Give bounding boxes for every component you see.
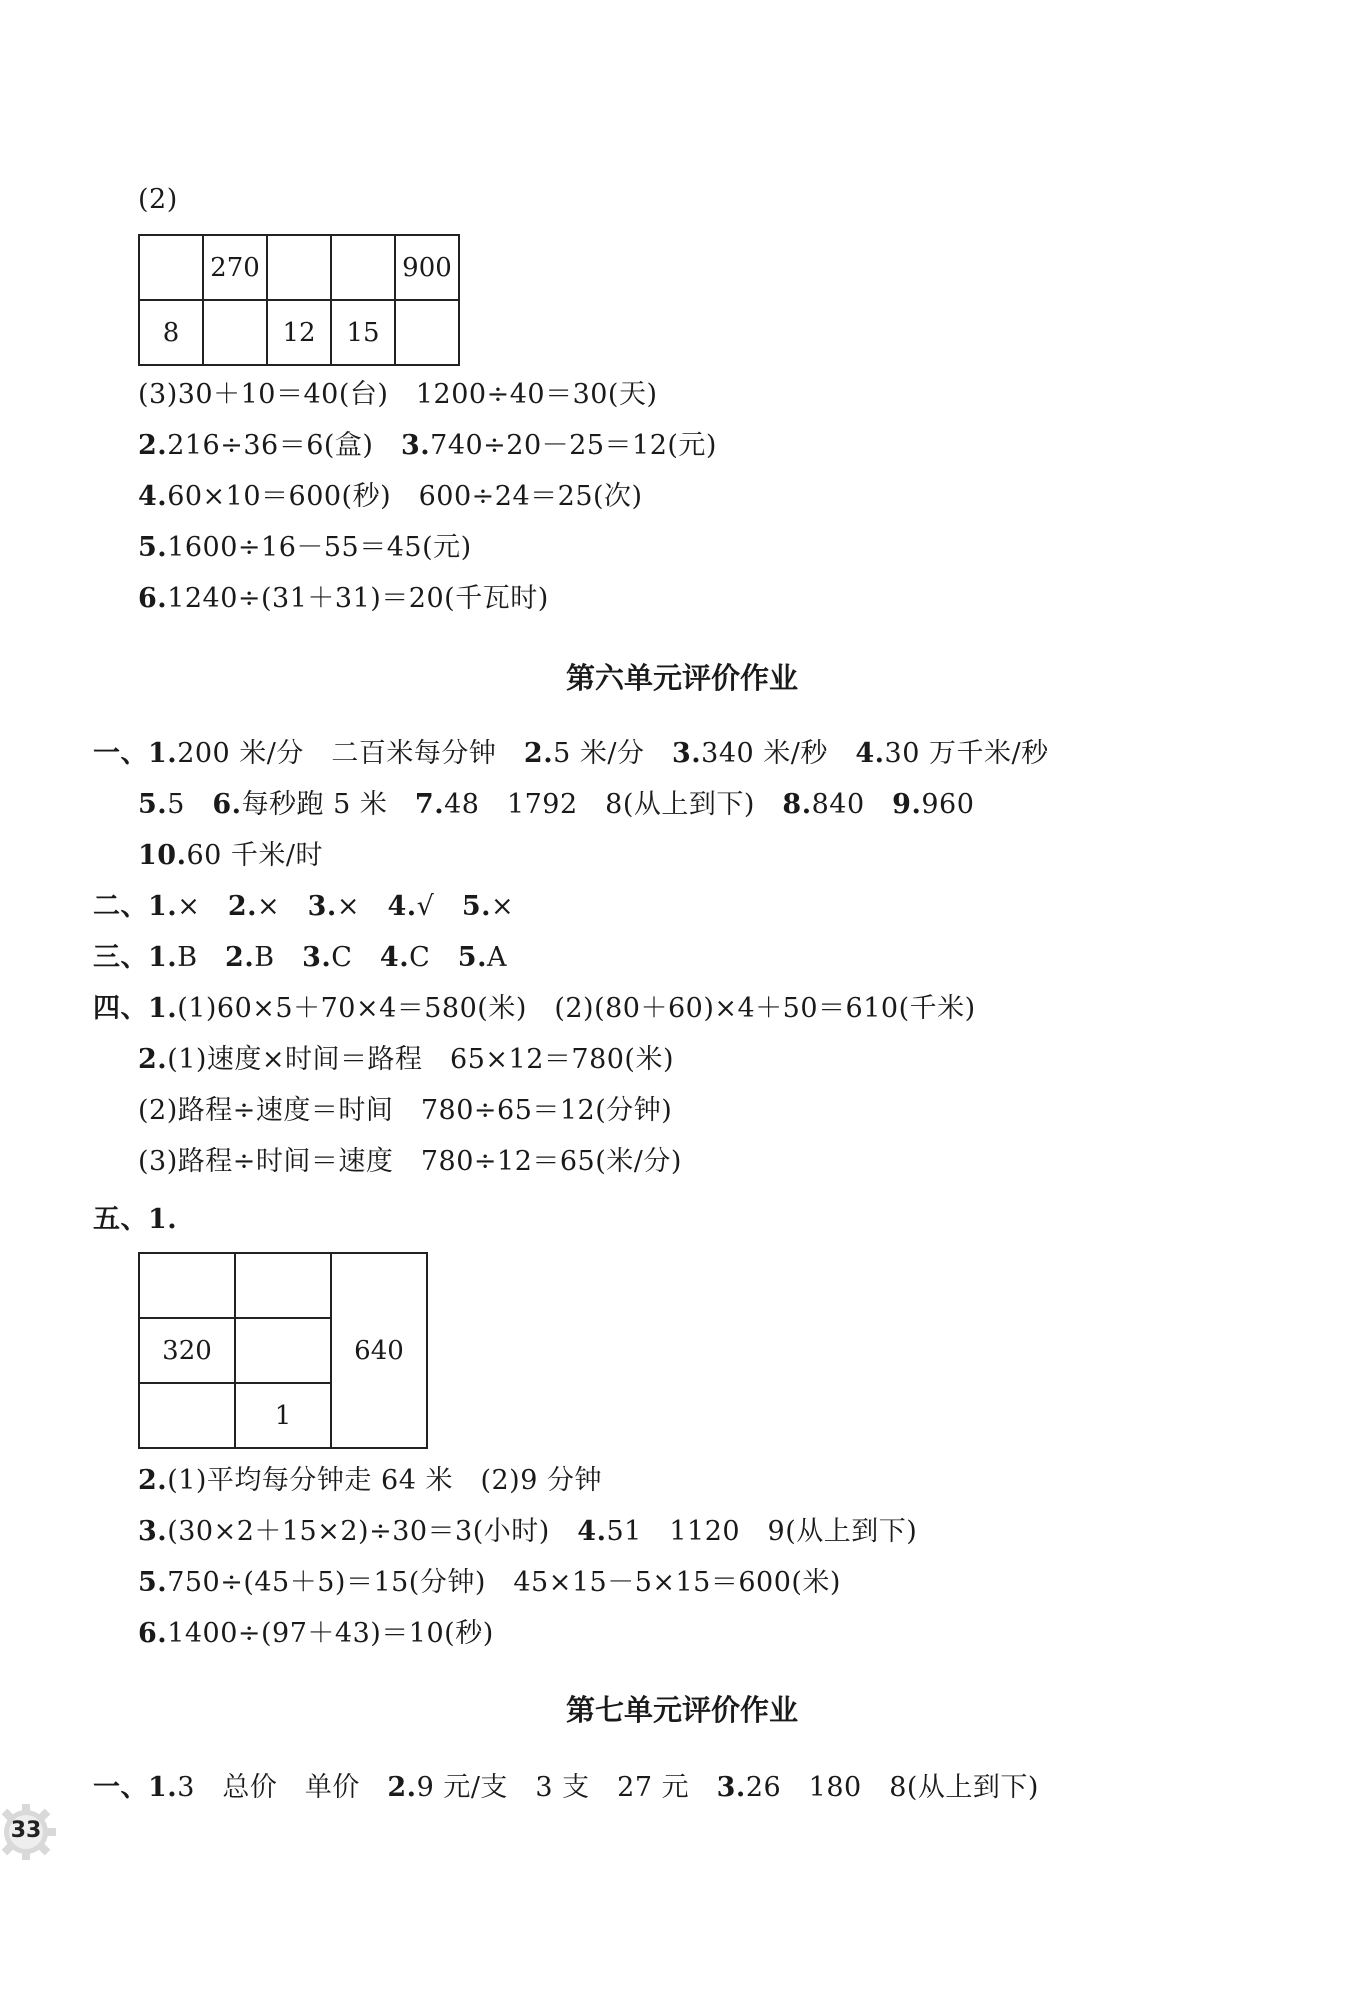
answer-line [138,1094,672,1128]
answer-text: C [409,942,458,973]
question-number: 一、1. [93,738,178,769]
question-number: 3. [400,430,431,461]
answer-text: 1600÷16－55＝45(元) [167,532,472,563]
answer-text: (1)平均每分钟走 64 米 (2)9 分钟 [167,1465,602,1496]
table-cell [235,1253,331,1318]
answer-table-1 [138,234,460,366]
question-number: 2. [227,891,257,922]
question-number: 四、1. [93,993,178,1024]
table-cell [139,1383,235,1448]
answer-line [93,1771,1039,1805]
answer-text: 216÷36＝6(盒) [167,430,401,461]
subquestion-label: (2) [138,184,178,215]
answer-text: 840 [811,789,893,820]
answer-text: × [177,891,228,922]
answer-text: √ [416,891,462,922]
answer-line [138,480,643,514]
question-number: 10. [138,840,187,871]
answer-line [138,1515,917,1549]
answer-text: (3)30＋10＝40(台) 1200÷40＝30(天) [138,379,658,410]
answer-line [138,1566,841,1600]
table-cell [139,235,203,300]
answer-line [138,1617,494,1651]
question-number: 3. [138,1516,168,1547]
table-cell: 320 [139,1318,235,1383]
question-number: 5. [457,942,487,973]
question-number: 一、1. [93,1772,178,1803]
table-cell [203,300,267,365]
table-cell: 15 [331,300,395,365]
answer-line [93,890,514,924]
question-number: 三、1. [93,942,178,973]
answer-text: 960 [921,789,975,820]
answer-line [138,378,658,412]
answer-text: 30 万千米/秒 [884,738,1049,769]
answer-text: B [177,942,226,973]
answer-text: 1240÷(31＋31)＝20(千瓦时) [167,583,549,614]
answer-text: 1400÷(97＋43)＝10(秒) [167,1618,494,1649]
answer-line [138,582,549,616]
question-number: 7. [414,789,445,820]
question-number: 4. [379,942,410,973]
question-number: 4. [138,481,168,512]
question-number: 4. [577,1516,607,1547]
answer-line [138,1145,682,1179]
answer-text: (1)60×5＋70×4＝580(米) (2)(80＋60)×4＋50＝610(千米) [177,993,976,1024]
question-number: 5. [461,891,492,922]
answer-text: (2)路程÷速度＝时间 780÷65＝12(分钟) [138,1095,673,1126]
question-number: 8. [782,789,812,820]
table-cell: 640 [331,1253,427,1448]
question-number: 6. [138,583,168,614]
question-number: 五、1. [93,1204,178,1235]
answer-text: 60×10＝600(秒) 600÷24＝25(次) [167,481,643,512]
answer-text: 5 [167,789,213,820]
question-number: 5. [138,532,168,563]
section-title-unit-7: 第七单元评价作业 [565,1693,798,1727]
answer-text: 60 千米/时 [186,840,324,871]
answer-text: C [331,942,380,973]
table-cell [395,300,459,365]
answer-text: (1)速度×时间＝路程 65×12＝780(米) [167,1044,674,1075]
answer-line [138,839,323,873]
question-number: 9. [892,789,922,820]
table-row [139,235,459,300]
answer-line [138,531,472,565]
answer-line [138,429,717,463]
answer-line [93,941,507,975]
table-cell: 270 [203,235,267,300]
page-number: 33 [10,1818,42,1843]
answer-text: × [257,891,308,922]
answer-text: B [254,942,303,973]
question-number: 4. [855,738,885,769]
answer-text: 5 米/分 [553,738,672,769]
table-cell: 1 [235,1383,331,1448]
answer-text: 26 180 8(从上到下) [745,1772,1039,1803]
answer-line [93,1203,177,1237]
question-number: 4. [387,891,417,922]
table-cell [235,1318,331,1383]
answer-line [93,737,1049,771]
answer-table-2 [138,1252,428,1449]
question-number: 3. [302,942,332,973]
table-cell: 900 [395,235,459,300]
answer-text: 9 元/支 3 支 27 元 [416,1772,717,1803]
answer-line [93,992,976,1026]
question-number: 6. [212,789,242,820]
question-number: 2. [523,738,554,769]
answer-text: × [336,891,388,922]
answer-text: 48 1792 8(从上到下) [444,789,783,820]
table-cell: 12 [267,300,331,365]
question-number: 5. [138,789,168,820]
question-number: 3. [671,738,702,769]
table-cell: 8 [139,300,203,365]
answer-text: (3)路程÷时间＝速度 780÷12＝65(米/分) [138,1146,682,1177]
answer-text: 51 1120 9(从上到下) [606,1516,918,1547]
table-cell [139,1253,235,1318]
table-row [139,1253,427,1318]
table-cell [331,235,395,300]
question-number: 2. [138,430,168,461]
answer-text: 750÷(45＋5)＝15(分钟) 45×15－5×15＝600(米) [167,1567,841,1598]
question-number: 2. [138,1465,168,1496]
question-number: 3. [307,891,337,922]
answer-text: 每秒跑 5 米 [241,789,415,820]
answer-line [138,788,974,822]
answer-text: 740÷20－25＝12(元) [430,430,717,461]
question-number: 2. [225,942,255,973]
answer-text: 3 总价 单价 [177,1772,388,1803]
question-number: 3. [716,1772,746,1803]
answer-text: (30×2＋15×2)÷30＝3(小时) [167,1516,578,1547]
question-number: 5. [138,1567,168,1598]
section-title-unit-6: 第六单元评价作业 [565,661,798,695]
table-cell [267,235,331,300]
answer-line [138,1464,602,1498]
page-number-badge [0,1800,64,1864]
question-number: 2. [138,1044,168,1075]
answer-text: × [491,891,515,922]
question-number: 二、1. [93,891,178,922]
table-row [139,300,459,365]
question-number: 2. [387,1772,417,1803]
answer-text: 200 米/分 二百米每分钟 [177,738,524,769]
answer-line [138,1043,674,1077]
answer-text: A [486,942,507,973]
answer-text: 340 米/秒 [701,738,856,769]
question-number: 6. [138,1618,168,1649]
